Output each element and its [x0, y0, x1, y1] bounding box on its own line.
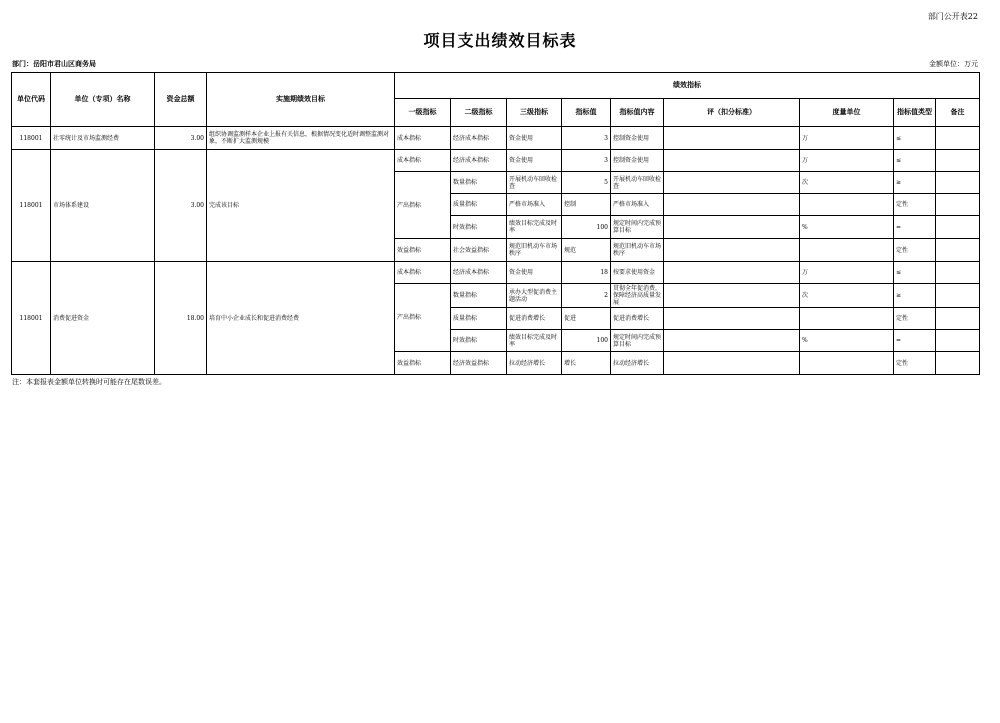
remark — [936, 352, 980, 375]
level1-indicator: 成本指标 — [395, 150, 451, 172]
project-goal: 组织协调监测样本企业上报有关信息，根据情况变化适时调整监测对象，不断扩大监测规模 — [207, 127, 395, 150]
value-type: 定性 — [894, 239, 936, 262]
remark — [936, 127, 980, 150]
remark — [936, 262, 980, 284]
unit-code: 118001 — [12, 127, 51, 150]
level3-indicator: 绩效目标完成及时率 — [507, 330, 562, 352]
amount-unit-label: 金额单位：万元 — [929, 60, 978, 68]
measure-unit: 万 — [800, 127, 894, 150]
indicator-content: 开展机动车回收检查 — [611, 172, 664, 194]
measure-unit — [800, 194, 894, 216]
value-type: = — [894, 330, 936, 352]
measure-unit: % — [800, 330, 894, 352]
header-value-type: 指标值类型 — [894, 99, 936, 127]
indicator-value: 100 — [562, 330, 611, 352]
performance-table — [11, 72, 980, 375]
measure-unit — [800, 352, 894, 375]
level1-indicator: 效益指标 — [395, 239, 451, 262]
level2-indicator: 数量指标 — [451, 172, 507, 194]
header-score: 评（扣分标准） — [664, 99, 800, 127]
remark — [936, 172, 980, 194]
header-amount: 资金总额 — [155, 73, 207, 127]
level1-indicator: 产出指标 — [395, 172, 451, 239]
fund-amount: 18.00 — [155, 262, 207, 375]
level2-indicator: 经济成本指标 — [451, 150, 507, 172]
value-type: ≤ — [894, 262, 936, 284]
score-standard — [664, 262, 800, 284]
header-performance: 绩效指标 — [395, 73, 980, 99]
indicator-value: 增长 — [562, 352, 611, 375]
value-type: 定性 — [894, 308, 936, 330]
indicator-value: 3 — [562, 150, 611, 172]
department-label: 部门：岳阳市君山区商务局 — [12, 60, 96, 68]
score-standard — [664, 150, 800, 172]
level1-indicator: 成本指标 — [395, 127, 451, 150]
header-level1: 一级指标 — [395, 99, 451, 127]
indicator-content: 按要求使用资金 — [611, 262, 664, 284]
indicator-value: 促进 — [562, 308, 611, 330]
remark — [936, 308, 980, 330]
indicator-content: 规定时间内完成预算目标 — [611, 216, 664, 239]
indicator-content: 拉动经济增长 — [611, 352, 664, 375]
level3-indicator: 开展机动车回收检查 — [507, 172, 562, 194]
level2-indicator: 数量指标 — [451, 284, 507, 308]
indicator-value: 18 — [562, 262, 611, 284]
measure-unit — [800, 239, 894, 262]
score-standard — [664, 284, 800, 308]
header-name: 单位（专项）名称 — [51, 73, 155, 127]
project-goal: 培育中小企业成长和促进消费经费 — [207, 262, 395, 375]
indicator-content: 控制资金使用 — [611, 127, 664, 150]
level3-indicator: 资金使用 — [507, 127, 562, 150]
table-row — [12, 150, 980, 172]
header-level3: 三级指标 — [507, 99, 562, 127]
remark — [936, 150, 980, 172]
score-standard — [664, 352, 800, 375]
indicator-content: 规定时间内完成预算目标 — [611, 330, 664, 352]
value-type: 定性 — [894, 194, 936, 216]
indicator-value: 3 — [562, 127, 611, 150]
indicator-content: 控制资金使用 — [611, 150, 664, 172]
level2-indicator: 时效指标 — [451, 330, 507, 352]
indicator-value: 规范 — [562, 239, 611, 262]
header-code: 单位代码 — [12, 73, 51, 127]
indicator-value: 5 — [562, 172, 611, 194]
measure-unit: 次 — [800, 284, 894, 308]
measure-unit: % — [800, 216, 894, 239]
measure-unit: 次 — [800, 172, 894, 194]
page-title: 项目支出绩效目标表 — [423, 31, 577, 50]
remark — [936, 239, 980, 262]
level3-indicator: 规范旧机动车市场秩序 — [507, 239, 562, 262]
header-goal: 实施期绩效目标 — [207, 73, 395, 127]
project-name: 消费促进资金 — [51, 262, 155, 375]
table-number-label: 部门公开表22 — [927, 12, 978, 21]
indicator-value: 控制 — [562, 194, 611, 216]
score-standard — [664, 330, 800, 352]
project-name: 社零统计及市场监测经费 — [51, 127, 155, 150]
indicator-content: 促进消费增长 — [611, 308, 664, 330]
value-type: = — [894, 216, 936, 239]
table-row — [12, 127, 980, 150]
measure-unit — [800, 308, 894, 330]
header-remark: 备注 — [936, 99, 980, 127]
indicator-content: 严格市场准入 — [611, 194, 664, 216]
header-level2: 二级指标 — [451, 99, 507, 127]
level2-indicator: 经济效益指标 — [451, 352, 507, 375]
project-goal: 完成该目标 — [207, 150, 395, 262]
level1-indicator: 成本指标 — [395, 262, 451, 284]
unit-code: 118001 — [12, 262, 51, 375]
table-row — [12, 262, 980, 284]
level2-indicator: 时效指标 — [451, 216, 507, 239]
indicator-content: 规范旧机动车市场秩序 — [611, 239, 664, 262]
level2-indicator: 质量指标 — [451, 308, 507, 330]
score-standard — [664, 216, 800, 239]
level3-indicator: 资金使用 — [507, 262, 562, 284]
indicator-content: 贯彻全年促消费，保障经济高质量发展 — [611, 284, 664, 308]
score-standard — [664, 308, 800, 330]
level2-indicator: 经济成本指标 — [451, 127, 507, 150]
remark — [936, 330, 980, 352]
level3-indicator: 承办大型促消费主题活动 — [507, 284, 562, 308]
indicator-value: 100 — [562, 216, 611, 239]
unit-code: 118001 — [12, 150, 51, 262]
value-type: ≤ — [894, 150, 936, 172]
fund-amount: 3.00 — [155, 127, 207, 150]
value-type: 定性 — [894, 352, 936, 375]
remark — [936, 194, 980, 216]
level2-indicator: 社会效益指标 — [451, 239, 507, 262]
score-standard — [664, 194, 800, 216]
level1-indicator: 产出指标 — [395, 284, 451, 352]
score-standard — [664, 127, 800, 150]
header-measure: 度量单位 — [800, 99, 894, 127]
level3-indicator: 促进消费增长 — [507, 308, 562, 330]
indicator-value: 2 — [562, 284, 611, 308]
measure-unit: 万 — [800, 150, 894, 172]
level2-indicator: 质量指标 — [451, 194, 507, 216]
remark — [936, 284, 980, 308]
footnote: 注：本套报表金额单位转换时可能存在尾数误差。 — [12, 378, 166, 386]
header-row — [12, 73, 980, 99]
level2-indicator: 经济成本指标 — [451, 262, 507, 284]
level3-indicator: 资金使用 — [507, 150, 562, 172]
value-type: ≥ — [894, 284, 936, 308]
remark — [936, 216, 980, 239]
level1-indicator: 效益指标 — [395, 352, 451, 375]
level3-indicator: 绩效目标完成及时率 — [507, 216, 562, 239]
value-type: ≥ — [894, 172, 936, 194]
level3-indicator: 拉动经济增长 — [507, 352, 562, 375]
level3-indicator: 严格市场准入 — [507, 194, 562, 216]
header-value: 指标值 — [562, 99, 611, 127]
value-type: ≤ — [894, 127, 936, 150]
score-standard — [664, 239, 800, 262]
project-name: 市场体系建设 — [51, 150, 155, 262]
score-standard — [664, 172, 800, 194]
measure-unit: 万 — [800, 262, 894, 284]
header-content: 指标值内容 — [611, 99, 664, 127]
fund-amount: 3.00 — [155, 150, 207, 262]
